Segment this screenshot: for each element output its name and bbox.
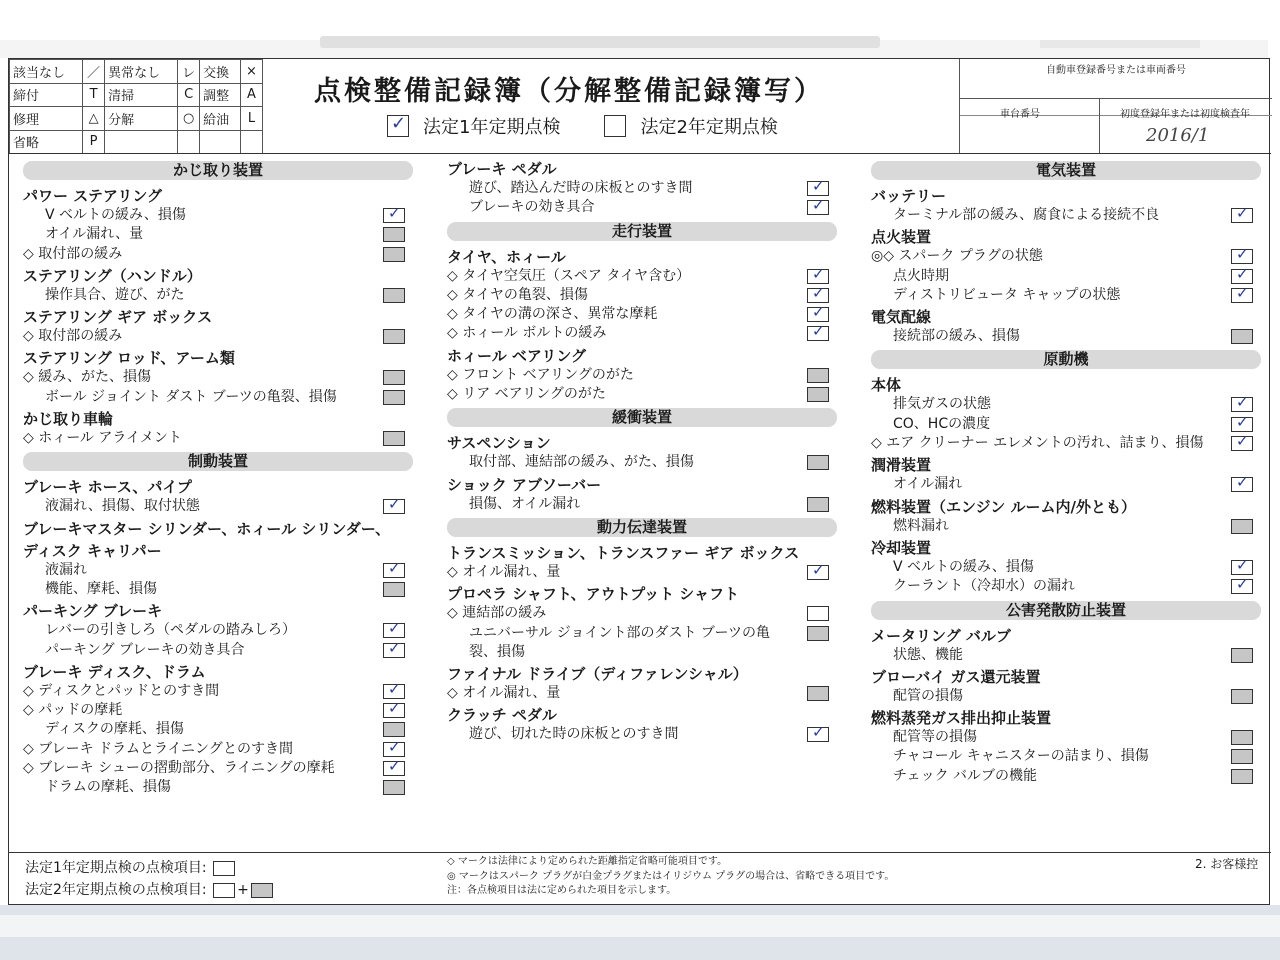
inspection-checkbox[interactable] xyxy=(1231,397,1253,412)
symbol-legend xyxy=(9,59,263,154)
inspection-checkbox[interactable] xyxy=(383,431,405,446)
inspection-item-label: ◇ リア ベアリングのがた xyxy=(447,386,606,403)
legend-row xyxy=(10,130,263,154)
inspection-checkbox[interactable] xyxy=(1231,269,1253,284)
inspection-item-label: クーラント（冷却水）の漏れ xyxy=(893,578,1075,595)
inspection-checkbox[interactable] xyxy=(807,181,829,196)
inspection-checkbox[interactable] xyxy=(1231,249,1253,264)
legend-row xyxy=(10,107,263,131)
item-group-heading xyxy=(23,662,413,682)
legend-label: 異常なし xyxy=(105,60,178,84)
legend-label: 分解 xyxy=(105,107,178,131)
heading-text: 走行装置 xyxy=(611,221,672,240)
heading-text: ブレーキ ディスク、ドラム xyxy=(23,662,206,681)
legend-symbol: ○ xyxy=(178,107,200,131)
heading-text: メータリング バルブ xyxy=(871,626,1011,645)
inspection-item xyxy=(23,621,413,640)
inspection-item-label: ◇ ホィール ボルトの緩み xyxy=(447,325,607,342)
inspection-item xyxy=(23,497,413,516)
inspection-checkbox[interactable] xyxy=(1231,769,1253,784)
inspection-checkbox[interactable] xyxy=(383,703,405,718)
inspection-item-label: 遊び、切れた時の床板とのすき間 xyxy=(469,726,679,743)
inspection-item xyxy=(871,286,1261,305)
item-group-heading xyxy=(447,247,837,267)
item-group-heading xyxy=(447,159,837,179)
heading-text: トランスミッション、トランスファー ギア ボックス xyxy=(447,543,800,562)
inspection-item-label: ターミナル部の緩み、腐食による接続不良 xyxy=(893,207,1160,223)
inspection-item xyxy=(871,395,1261,414)
inspection-item xyxy=(871,687,1261,706)
legend-label: 交換 xyxy=(200,60,241,84)
inspection-checkbox[interactable] xyxy=(383,643,405,658)
inspection-item-label: ブレーキの効き具合 xyxy=(469,199,595,216)
heading-text: ショック アブソーバー xyxy=(447,475,602,494)
inspection-item-label: V ベルトの緩み、損傷 xyxy=(893,558,1034,575)
legend-label: 省略 xyxy=(10,130,83,154)
inspection-item-label: オイル漏れ、量 xyxy=(45,226,144,243)
legend-symbol: レ xyxy=(178,60,200,84)
inspection-item xyxy=(447,267,837,286)
inspection-item-label: ◇ ディスクとパッドとのすき間 xyxy=(23,682,220,699)
heading-text: 動力伝達装置 xyxy=(596,517,687,536)
legend-label: 締付 xyxy=(10,83,83,107)
inspection-checkbox[interactable] xyxy=(383,329,405,344)
item-group-heading xyxy=(447,584,837,604)
legend-label xyxy=(200,130,241,154)
inspection-checkbox[interactable] xyxy=(807,727,829,742)
section-heading xyxy=(447,222,837,241)
inspection-item-label: 取付部、連結部の緩み、がた、損傷 xyxy=(469,454,694,471)
inspection-checkbox[interactable] xyxy=(383,761,405,776)
item-group-heading xyxy=(871,538,1261,558)
inspection-checkbox[interactable] xyxy=(807,606,829,621)
inspection-checkbox[interactable] xyxy=(383,390,405,405)
white-box-key xyxy=(213,861,235,876)
inspection-item xyxy=(23,327,413,346)
inspection-item-label: ◇ 連結部の緩み xyxy=(447,605,547,622)
inspection-checkbox[interactable] xyxy=(1231,730,1253,745)
legend-symbol: C xyxy=(178,83,200,107)
inspection-item xyxy=(23,778,413,797)
heading-text: ファイナル ドライブ（ディファレンシャル） xyxy=(447,665,748,684)
annual2-items-label: 法定2年定期点検の点検項目: xyxy=(25,882,207,898)
inspection-item xyxy=(871,267,1261,286)
heading-text: 本体 xyxy=(871,376,902,395)
inspection-item-label: ◇ 緩み、がた、損傷 xyxy=(23,369,152,386)
heading-text: ブレーキマスター シリンダー、ホィール シリンダー、 xyxy=(23,519,391,538)
footer-key xyxy=(25,857,275,901)
inspection-item-label: ◇ 取付部の緩み xyxy=(23,245,123,262)
section-heading xyxy=(447,408,837,427)
inspection-checkbox[interactable] xyxy=(807,288,829,303)
inspection-checkbox[interactable] xyxy=(807,565,829,580)
item-group-heading xyxy=(871,626,1261,646)
inspection-item xyxy=(23,740,413,759)
section-heading xyxy=(23,452,413,471)
item-group-heading xyxy=(23,348,413,368)
inspection-item-label: 燃料漏れ xyxy=(893,517,949,534)
heading-text: 原動機 xyxy=(1043,350,1089,369)
inspection-checkbox[interactable] xyxy=(1231,288,1253,303)
inspection-item xyxy=(871,728,1261,747)
heading-text: ブレーキ ホース、パイプ xyxy=(23,478,192,497)
item-group-heading xyxy=(871,186,1261,206)
inspection-checkbox[interactable] xyxy=(383,780,405,795)
heading-text: ディスク キャリパー xyxy=(23,541,162,560)
inspection-item-label: 遊び、踏込んだ時の床板とのすき間 xyxy=(469,180,693,196)
inspection-item-label: ◇ エア クリーナー エレメントの汚れ、詰まり、損傷 xyxy=(871,435,1204,452)
inspection-checkbox[interactable] xyxy=(383,227,405,242)
white-box-key-2 xyxy=(213,883,235,898)
inspection-checkbox[interactable] xyxy=(1231,436,1253,451)
heading-text: パーキング ブレーキ xyxy=(23,602,163,621)
heading-text: 緩衝装置 xyxy=(611,408,672,427)
heading-text: かじ取り車輪 xyxy=(23,410,114,429)
inspection-checkbox[interactable] xyxy=(807,307,829,322)
inspection-item-label: ◇ オイル漏れ、量 xyxy=(447,563,561,580)
inspection-item xyxy=(871,206,1261,225)
inspection-item xyxy=(447,624,837,663)
inspection-item-label: ◇ パッドの摩耗 xyxy=(23,702,123,719)
legend-symbol: T xyxy=(83,83,105,107)
item-group-heading xyxy=(23,186,413,206)
inspection-item-label: 液漏れ xyxy=(45,561,87,578)
legend-label: 清掃 xyxy=(105,83,178,107)
inspection-item xyxy=(871,247,1261,266)
inspection-item xyxy=(23,720,413,739)
legend-symbol: △ xyxy=(83,107,105,131)
inspection-item xyxy=(23,682,413,701)
legend-symbol: L xyxy=(241,107,263,131)
legend-label: 該当なし xyxy=(10,60,83,84)
inspection-item xyxy=(23,368,413,387)
inspection-item-label: ◇ オイル漏れ、量 xyxy=(447,685,561,702)
heading-text: 点火装置 xyxy=(871,228,932,247)
heading-text: かじ取り装置 xyxy=(172,161,263,179)
column-electrical-engine xyxy=(871,157,1261,786)
heading-text: ホィール ベアリング xyxy=(447,346,587,365)
inspection-form xyxy=(8,58,1270,905)
inspection-item-label: パーキング ブレーキの効き具合 xyxy=(45,641,245,658)
inspection-checkbox[interactable] xyxy=(807,686,829,701)
inspection-checkbox[interactable] xyxy=(1231,208,1253,223)
inspection-item xyxy=(23,206,413,225)
scan-bottom-band xyxy=(0,905,1280,960)
inspection-checkbox[interactable] xyxy=(383,288,405,303)
heading-text: クラッチ ペダル xyxy=(447,706,557,725)
item-group-heading xyxy=(23,519,413,539)
legend-symbol: × xyxy=(241,60,263,84)
inspection-checkbox[interactable] xyxy=(807,626,829,641)
inspection-item-label: V ベルトの緩み、損傷 xyxy=(45,207,186,223)
inspection-item xyxy=(447,324,837,343)
first-registration-value: 2016/1 xyxy=(1146,125,1210,146)
inspection-checkbox[interactable] xyxy=(1231,477,1253,492)
inspection-checkbox[interactable] xyxy=(807,387,829,402)
item-group-heading xyxy=(447,705,837,725)
inspection-item xyxy=(871,327,1261,346)
item-group-heading xyxy=(447,475,837,495)
inspection-checkbox[interactable] xyxy=(383,370,405,385)
annual2-label: 法定2年定期点検 xyxy=(640,117,778,138)
page-label: 2. お客様控 xyxy=(1195,857,1259,871)
inspection-item xyxy=(23,701,413,720)
heading-text: ステアリング ギア ボックス xyxy=(23,308,213,327)
item-group-heading xyxy=(871,667,1261,687)
inspection-item xyxy=(871,767,1261,786)
inspection-checkbox[interactable] xyxy=(807,269,829,284)
legend-label xyxy=(105,130,178,154)
inspection-type-selector xyxy=(387,113,778,139)
inspection-checkbox[interactable] xyxy=(807,455,829,470)
inspection-item-label: 液漏れ、損傷、取付状態 xyxy=(45,498,200,515)
item-group-heading xyxy=(447,543,837,563)
inspection-item xyxy=(23,641,413,660)
inspection-checkbox[interactable] xyxy=(383,722,405,737)
heading-text: ステアリング ロッド、アーム類 xyxy=(23,349,235,368)
inspection-item-label: チェック バルブの機能 xyxy=(893,767,1038,784)
inspection-checkbox[interactable] xyxy=(383,208,405,223)
item-group-heading xyxy=(871,375,1261,395)
legend-symbol: A xyxy=(241,83,263,107)
item-group-heading xyxy=(23,477,413,497)
heading-text: 制動装置 xyxy=(187,452,248,471)
inspection-checkbox[interactable] xyxy=(1231,648,1253,663)
item-group-heading xyxy=(447,664,837,684)
inspection-item xyxy=(23,561,413,580)
inspection-item-label: ◎◇ スパーク プラグの状態 xyxy=(871,248,1043,265)
heading-text: 電気配線 xyxy=(871,308,932,327)
inspection-item-label: ディスクの摩耗、損傷 xyxy=(45,721,184,738)
inspection-item-label: ◇ タイヤの亀裂、損傷 xyxy=(447,286,588,303)
plus-sign: + xyxy=(237,882,249,898)
inspection-checkbox[interactable] xyxy=(1231,689,1253,704)
item-group-heading xyxy=(23,541,413,561)
first-registration-label: 初度登録年または初度検査年 xyxy=(1120,109,1250,120)
inspection-item xyxy=(447,305,837,324)
inspection-checkbox[interactable] xyxy=(383,582,405,597)
legend-label: 給油 xyxy=(200,107,241,131)
inspection-item-label: 機能、摩耗、損傷 xyxy=(45,580,157,597)
item-group-heading xyxy=(871,708,1261,728)
inspection-item-label: 操作具合、遊び、がた xyxy=(45,286,185,303)
inspection-item-label: ◇ 取付部の緩み xyxy=(23,328,123,345)
section-heading xyxy=(23,161,413,180)
footnote-legal: 注：各点検項目は法に定められた項目を示します。 xyxy=(447,885,677,896)
inspection-item xyxy=(871,558,1261,577)
inspection-item-label: オイル漏れ xyxy=(893,476,963,493)
inspection-item xyxy=(447,366,837,385)
inspection-item xyxy=(871,646,1261,665)
heading-text: 電気装置 xyxy=(1035,161,1096,179)
inspection-item-label: 損傷、オイル漏れ xyxy=(469,495,581,512)
inspection-item-label: ◇ タイヤの溝の深さ、異常な摩耗 xyxy=(447,306,658,323)
inspection-item xyxy=(447,563,837,582)
inspection-checkbox[interactable] xyxy=(1231,579,1253,594)
heading-text: 公害発散防止装置 xyxy=(1005,600,1126,619)
inspection-item-label: ドラムの摩耗、損傷 xyxy=(45,779,171,796)
form-footer xyxy=(9,852,1271,906)
annual1-items-label: 法定1年定期点検の点検項目: xyxy=(25,860,207,876)
item-group-heading xyxy=(23,307,413,327)
annual1-label: 法定1年定期点検 xyxy=(423,117,561,138)
inspection-item xyxy=(447,179,837,198)
legend-label: 修理 xyxy=(10,107,83,131)
inspection-checkbox[interactable] xyxy=(1231,329,1253,344)
inspection-item xyxy=(23,580,413,599)
inspection-checkbox[interactable] xyxy=(383,563,405,578)
section-heading xyxy=(447,518,837,537)
inspection-checkbox[interactable] xyxy=(807,497,829,512)
inspection-item-label: CO、HCの濃度 xyxy=(893,415,991,432)
item-group-heading xyxy=(871,455,1261,475)
heading-text: ブレーキ ペダル xyxy=(447,160,557,178)
heading-text: 燃料蒸発ガス排出抑止装置 xyxy=(871,709,1052,728)
inspection-item xyxy=(23,245,413,264)
item-group-heading xyxy=(23,266,413,286)
inspection-checkbox[interactable] xyxy=(383,623,405,638)
inspection-item-label: 排気ガスの状態 xyxy=(893,396,991,413)
inspection-item xyxy=(447,198,837,217)
inspection-item xyxy=(871,415,1261,434)
inspection-item-label: 接続部の緩み、損傷 xyxy=(893,328,1020,345)
chassis-number-label: 車台番号 xyxy=(1000,109,1040,120)
inspection-item xyxy=(23,429,413,448)
inspection-item-label: ボール ジョイント ダスト ブーツの亀裂、損傷 xyxy=(45,388,337,405)
inspection-item xyxy=(23,286,413,305)
footnote-diamond: ◇ マークは法律により定められた距離指定省略可能項目です。 xyxy=(447,856,728,867)
section-heading xyxy=(871,601,1261,620)
inspection-item-label: 配管の損傷 xyxy=(893,687,963,704)
inspection-item-label: ディストリビュータ キャップの状態 xyxy=(893,286,1121,303)
form-title: 点検整備記録簿（分解整備記録簿写） xyxy=(314,76,824,107)
inspection-checkbox[interactable] xyxy=(807,200,829,215)
item-group-heading xyxy=(871,227,1261,247)
inspection-item-label: 点火時期 xyxy=(893,267,949,284)
inspection-item-label: ◇ タイヤ空気圧（スペア タイヤ含む） xyxy=(447,267,691,284)
inspection-checkbox[interactable] xyxy=(1231,560,1253,575)
previous-page-strip xyxy=(0,0,1280,60)
gray-box-key xyxy=(251,883,273,898)
heading-text: 潤滑装置 xyxy=(871,456,932,475)
item-group-heading xyxy=(447,346,837,366)
inspection-checkbox[interactable] xyxy=(807,326,829,341)
inspection-item xyxy=(447,684,837,703)
heading-text: ステアリング（ハンドル） xyxy=(23,266,202,285)
section-heading xyxy=(871,161,1261,180)
inspection-item-label: レバーの引きしろ（ペダルの踏みしろ） xyxy=(45,622,297,639)
inspection-item-label: ◇ ブレーキ シューの摺動部分、ライニングの摩耗 xyxy=(23,760,335,777)
inspection-item-label: ユニバーサル ジョイント部のダスト ブーツの亀裂、損傷 xyxy=(469,624,770,660)
heading-text: バッテリー xyxy=(871,187,947,205)
column-steering-brakes xyxy=(23,157,413,798)
inspection-checkbox[interactable] xyxy=(383,247,405,262)
legend-symbol xyxy=(241,130,263,154)
section-heading xyxy=(871,350,1261,369)
legend-symbol: P xyxy=(83,130,105,154)
item-group-heading xyxy=(871,497,1261,517)
inspection-item xyxy=(447,495,837,514)
inspection-item xyxy=(447,286,837,305)
registration-block xyxy=(959,59,1271,153)
footnote-double-circle: ◎ マークはスパーク プラグが白金プラグまたはイリジウム プラグの場合は、省略できる項目です。 xyxy=(447,870,895,882)
inspection-item-label: 配管等の損傷 xyxy=(893,729,977,746)
inspection-item xyxy=(871,747,1261,766)
inspection-item xyxy=(23,759,413,778)
inspection-checkbox[interactable] xyxy=(383,499,405,514)
inspection-item xyxy=(871,577,1261,596)
legend-symbol: ／ xyxy=(83,60,105,84)
inspection-checkbox[interactable] xyxy=(383,742,405,757)
inspection-checkbox[interactable] xyxy=(807,368,829,383)
inspection-item xyxy=(447,725,837,744)
inspection-item-label: 状態、機能 xyxy=(893,646,963,663)
heading-text: パワー ステアリング xyxy=(23,187,163,205)
legend-symbol xyxy=(178,130,200,154)
legend-row xyxy=(10,60,263,84)
inspection-item xyxy=(871,475,1261,494)
inspection-checkbox[interactable] xyxy=(1231,519,1253,534)
heading-text: タイヤ、ホィール xyxy=(447,247,566,266)
legend-row xyxy=(10,83,263,107)
legend-label: 調整 xyxy=(200,83,241,107)
inspection-item xyxy=(447,385,837,404)
annual2-checkbox[interactable] xyxy=(604,115,626,137)
heading-text: サスペンション xyxy=(447,434,551,453)
inspection-item xyxy=(871,517,1261,536)
inspection-item xyxy=(447,453,837,472)
inspection-item xyxy=(871,434,1261,453)
inspection-item-label: ◇ ホィール アライメント xyxy=(23,430,182,447)
heading-text: プロペラ シャフト、アウトプット シャフト xyxy=(447,585,739,604)
item-group-heading xyxy=(871,307,1261,327)
footnotes xyxy=(447,855,894,899)
annual1-checkbox[interactable] xyxy=(387,115,409,137)
inspection-item-label: チャコール キャニスターの詰まり、損傷 xyxy=(893,748,1149,765)
inspection-item-label: ◇ ブレーキ ドラムとライニングとのすき間 xyxy=(23,740,293,757)
registration-number-label: 自動車登録番号または車両番号 xyxy=(1046,65,1186,76)
inspection-item-label: ◇ フロント ベアリングのがた xyxy=(447,366,634,383)
inspection-checkbox[interactable] xyxy=(383,684,405,699)
heading-text: 燃料装置（エンジン ルーム内/外とも） xyxy=(871,497,1136,516)
inspection-item xyxy=(447,604,837,623)
item-group-heading xyxy=(447,433,837,453)
item-group-heading xyxy=(23,409,413,429)
inspection-item xyxy=(23,225,413,244)
inspection-item xyxy=(23,388,413,407)
heading-text: 冷却装置 xyxy=(871,538,932,557)
inspection-checkbox[interactable] xyxy=(1231,749,1253,764)
inspection-checkbox[interactable] xyxy=(1231,417,1253,432)
item-group-heading xyxy=(23,601,413,621)
heading-text: ブローバイ ガス還元装置 xyxy=(871,667,1041,686)
column-running-drivetrain xyxy=(447,157,837,745)
